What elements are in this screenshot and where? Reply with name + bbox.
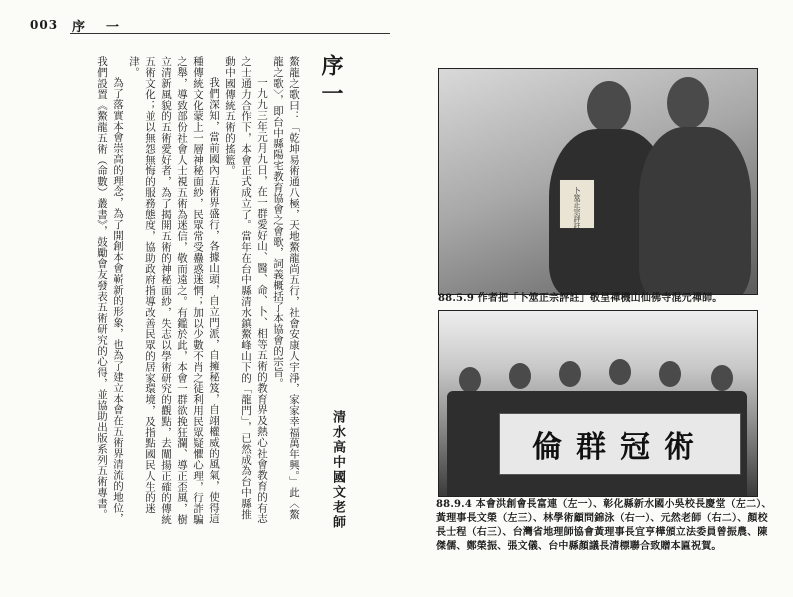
photo-caption: 88.5.9 作者把「卜筮正宗評註」敬呈禪機山仙佛寺混元禪師。	[438, 293, 723, 304]
header-rule	[70, 33, 390, 34]
paragraph: 鰲龍之歌曰：「乾坤易術通八極，天地鰲龍尚五行，社會安康人宇淨，家家幸福萬年興。」此〈鰲龍之歌〉，即台中縣陽宅教育協會之會歌，詞義概括了本協會的宗旨。	[272, 56, 300, 520]
person-right-head	[667, 77, 709, 129]
person-head	[659, 361, 681, 387]
plaque-inscription: 倫群冠術	[532, 430, 708, 465]
page-title: 序一	[318, 54, 344, 110]
person-head	[509, 363, 531, 389]
running-header: 序 一	[72, 20, 124, 35]
person-head	[559, 361, 581, 387]
person-left-head	[587, 81, 631, 133]
preface-body	[40, 56, 302, 526]
person-head	[609, 359, 631, 385]
photo-plaque-ceremony	[438, 310, 758, 497]
author-credit: 清水高中國文老師	[330, 410, 345, 530]
book-cover-title: 卜筮正宗評註	[573, 187, 581, 229]
paragraph: 我們深知，當前國內五術界盛行，各據山頭，自立門派，自擁秘笈，自翊權威的風氣，使得這種傳統文化蒙上一層神秘面紗，民眾常受蠱惑迷惘；加以少數不肖之徒利用民眾疑懼心理，行詐騙之舉，導致部份社會人士視五術為迷信，敬而遠之。有鑑於此，本會一群欲挽狂瀾、導正歪風，樹立清新風貌的五術愛好者，為了揭開五術的神秘面紗，失志以學術研究的觀點，去闡揚正確的傳統五術文化；並以無怨無悔的服務態度，協助政府指導改善民眾的居家環境，及指點國民人生的迷津。	[128, 56, 220, 525]
plaque	[499, 413, 741, 475]
person-right	[639, 127, 751, 295]
paragraph: 一九九三年元月九日，在一群愛好山、醫、命、卜、相等五術的教育界及熱心社會教育的有志之士通力合作下，本會正式成立了。當年在台中縣清水鎮鰲峰山下的「龍門」，已然成為台中縣推動中國傳統五術的搖籃。	[224, 56, 268, 524]
paragraph: 為了落實本會崇高的理念，為了開創本會嶄新的形象，也為了建立本會在五術界清流的地位，我們設置《鰲龍五術（命數）叢書》，鼓勵會友發表五術研究的心得，並協助出版系列五術專書。	[96, 56, 124, 524]
person-head	[459, 367, 481, 393]
person-head	[711, 365, 733, 391]
photo-caption: 88.9.4 本會洪創會長富連（左一）、彰化縣新水國小吳校長慶堂（左二）、黃理事長文榮（左三）、林學術顧問錦泳（右一）、元然老師（右二）、顏校長士程（右三）、台灣省地理師協會黃理事長宜亨樺頒立法委員曾振農、陳傑儒、鄭榮振、張文儀、台中縣顏議長清標聯合致贈本匾祝賀。	[436, 499, 772, 552]
page-number: 003	[30, 18, 59, 32]
photo-author-presenting-book	[438, 68, 758, 295]
